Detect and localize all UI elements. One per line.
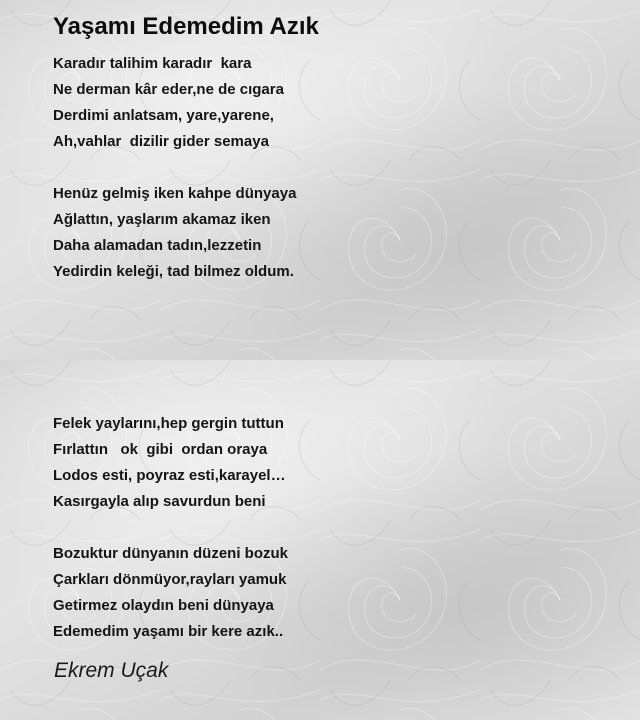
verse-line: Ne derman kâr eder,ne de cıgara — [53, 81, 284, 98]
verse-line: Derdimi anlatsam, yare,yarene, — [53, 107, 274, 124]
stanza-1 — [53, 51, 284, 155]
verse-line: Ah,vahlar dizilir gider semaya — [53, 133, 269, 150]
verse-line: Ağlattın, yaşlarım akamaz iken — [53, 211, 271, 228]
stanza-3 — [53, 411, 286, 515]
verse-line: Edemedim yaşamı bir kere azık.. — [53, 623, 284, 640]
verse-line: Henüz gelmiş iken kahpe dünyaya — [53, 185, 297, 202]
poem-author: Ekrem Uçak — [54, 659, 169, 682]
poem-panel-bottom — [0, 360, 640, 720]
stanza-2 — [53, 181, 296, 285]
verse-line: Karadır talihim karadır kara — [53, 55, 252, 72]
stanza-4 — [53, 541, 288, 645]
verse-line: Daha alamadan tadın,lezzetin — [53, 237, 262, 254]
verse-line: Felek yaylarını,hep gergin tuttun — [53, 415, 284, 432]
verse-line: Fırlattın ok gibi ordan oraya — [53, 441, 268, 458]
verse-line: Kasırgayla alıp savurdun beni — [53, 493, 266, 510]
verse-line: Getirmez olaydın beni dünyaya — [53, 597, 274, 614]
poem-title: Yaşamı Edemedim Azık — [53, 13, 319, 40]
verse-line: Lodos esti, poyraz esti,karayel… — [53, 467, 286, 484]
verse-line: Yedirdin keleği, tad bilmez oldum. — [53, 263, 294, 280]
verse-line: Çarkları dönmüyor,rayları yamuk — [53, 571, 287, 588]
verse-line: Bozuktur dünyanın düzeni bozuk — [53, 545, 288, 562]
